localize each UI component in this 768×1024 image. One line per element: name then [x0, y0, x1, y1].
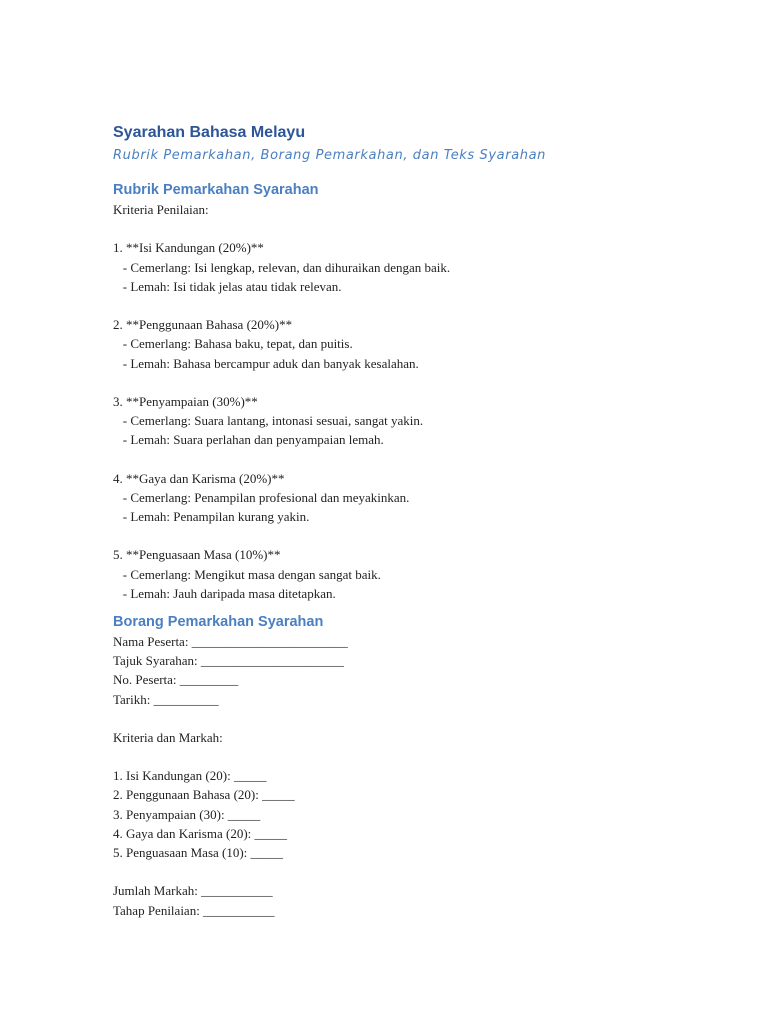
spacer	[113, 296, 713, 315]
criterion-excellent: - Cemerlang: Penampilan profesional dan meyakinkan.	[113, 489, 410, 505]
mark-item: 5. Penguasaan Masa (10): _____	[113, 845, 284, 860]
criterion-title: 2. **Penggunaan Bahasa (20%)**	[113, 317, 293, 333]
criterion-weak: - Lemah: Suara perlahan dan penyampaian lemah.	[113, 432, 384, 448]
spacer	[113, 747, 713, 766]
field-speech-title: Tajuk Syarahan: ______________________	[113, 653, 344, 669]
rubrik-criterion-1	[113, 238, 713, 296]
document-subtitle: Rubrik Pemarkahan, Borang Pemarkahan, dan Teks Syarahan	[113, 148, 547, 163]
spacer	[113, 373, 713, 392]
document-title: Syarahan Bahasa Melayu	[113, 124, 306, 141]
spacer	[113, 709, 713, 728]
criterion-weak: - Lemah: Isi tidak jelas atau tidak relevan.	[113, 278, 342, 294]
spacer	[113, 219, 713, 238]
document-page	[113, 123, 713, 920]
criterion-title: 1. **Isi Kandungan (20%)**	[113, 240, 264, 256]
rubrik-criterion-2	[113, 315, 713, 373]
assessment-level-field: Tahap Penilaian: ___________	[113, 902, 275, 918]
mark-item: 2. Penggunaan Bahasa (20): _____	[113, 787, 295, 803]
marks-intro: Kriteria dan Markah:	[113, 729, 223, 745]
criterion-weak: - Lemah: Penampilan kurang yakin.	[113, 509, 310, 524]
field-date: Tarikh: __________	[113, 691, 219, 707]
rubrik-criterion-5	[113, 545, 713, 603]
criterion-excellent: - Cemerlang: Isi lengkap, relevan, dan dihuraikan dengan baik.	[113, 259, 451, 275]
criterion-title: 3. **Penyampaian (30%)**	[113, 393, 258, 409]
total-marks-field: Jumlah Markah: ___________	[113, 883, 273, 899]
mark-item: 3. Penyampaian (30): _____	[113, 806, 261, 822]
spacer	[113, 526, 713, 545]
criterion-excellent: - Cemerlang: Bahasa baku, tepat, dan puitis.	[113, 336, 353, 352]
criterion-weak: - Lemah: Bahasa bercampur aduk dan banyak kesalahan.	[113, 355, 419, 371]
criterion-title: 4. **Gaya dan Karisma (20%)**	[113, 470, 285, 486]
criterion-excellent: - Cemerlang: Mengikut masa dengan sangat baik.	[113, 566, 381, 582]
borang-heading: Borang Pemarkahan Syarahan	[113, 613, 324, 630]
rubrik-heading: Rubrik Pemarkahan Syarahan	[113, 182, 319, 198]
rubrik-intro: Kriteria Penilaian:	[113, 202, 209, 217]
rubrik-criterion-3	[113, 392, 713, 450]
criterion-title: 5. **Penguasaan Masa (10%)**	[113, 547, 281, 563]
mark-item: 4. Gaya dan Karisma (20): _____	[113, 825, 288, 841]
field-participant-name: Nama Peserta: ________________________	[113, 633, 348, 649]
rubrik-criterion-4	[113, 469, 713, 527]
mark-item: 1. Isi Kandungan (20): _____	[113, 768, 267, 784]
criterion-excellent: - Cemerlang: Suara lantang, intonasi sesuai, sangat yakin.	[113, 413, 424, 429]
field-participant-number: No. Peserta: _________	[113, 672, 239, 688]
spacer	[113, 862, 713, 881]
spacer	[113, 449, 713, 468]
criterion-weak: - Lemah: Jauh daripada masa ditetapkan.	[113, 585, 336, 601]
